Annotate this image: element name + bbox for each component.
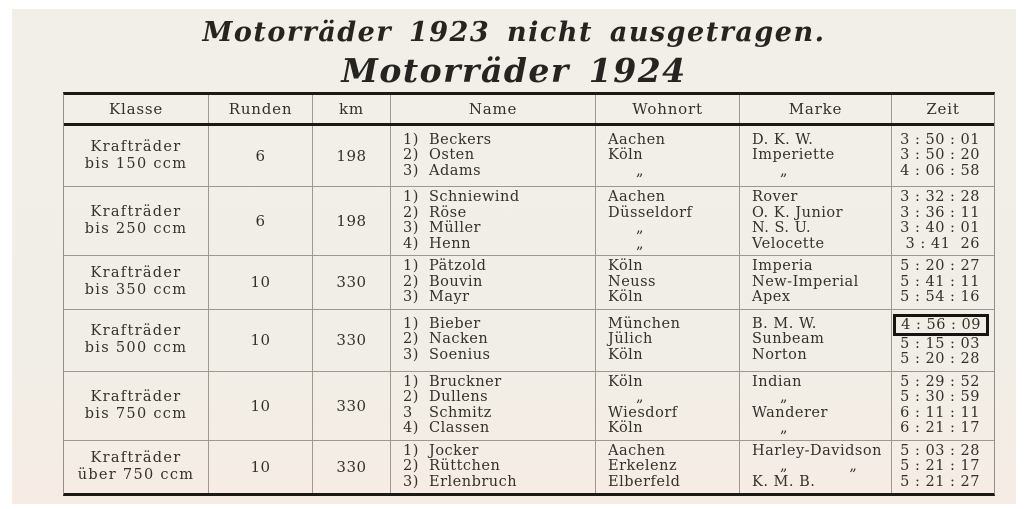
entry-marke: B. M. W. — [752, 315, 817, 332]
entry-marke: Imperiette — [752, 147, 835, 164]
entry-position: 4) — [403, 420, 419, 436]
cell-runden — [208, 126, 312, 186]
entry-position: 1) — [403, 315, 419, 332]
table-row — [64, 371, 994, 440]
entry-marke: D. K. W. — [752, 131, 814, 148]
entry-position: 1) — [403, 131, 419, 148]
cell-zeit — [891, 441, 994, 494]
cell-name — [390, 372, 595, 440]
header-cell-runden: Runden — [208, 95, 312, 123]
entry-marke: Imperia — [752, 258, 814, 274]
cell-runden — [208, 310, 312, 371]
klasse-line: bis 150 ccm — [84, 156, 188, 172]
entry-name-line — [391, 459, 595, 475]
page-title-line2: Motorräder 1924 — [341, 51, 687, 90]
runden-value: 10 — [250, 396, 271, 415]
cell-marke — [739, 187, 891, 255]
klasse-line: bis 350 ccm — [84, 282, 188, 299]
cell-runden — [208, 256, 312, 309]
entry-name: Bouvin — [429, 273, 483, 290]
entry-wohnort: „ — [636, 235, 645, 252]
entry-name-line — [391, 259, 595, 275]
header-cell-klasse: Klasse — [108, 100, 164, 118]
entry-zeit: 5 : 03 : 28 — [900, 442, 980, 459]
cell-wohnort — [595, 187, 739, 255]
entry-position: 4) — [403, 235, 419, 252]
cell-runden — [208, 187, 312, 255]
cell-zeit — [891, 126, 994, 186]
entry-zeit: 3 : 40 : 01 — [900, 220, 980, 236]
entry-zeit: 4 : 06 : 58 — [900, 162, 980, 179]
klasse-line: bis 250 ccm — [84, 221, 188, 237]
entry-marke: Sunbeam — [752, 331, 825, 348]
entry-wohnort: München — [608, 315, 681, 332]
klasse-line: Krafträder — [90, 449, 182, 466]
entry-name: Nacken — [429, 331, 489, 348]
cell-name — [390, 187, 595, 255]
cell-km — [312, 310, 390, 371]
entry-wohnort: Aachen — [608, 189, 666, 205]
entry-name: Erlenbruch — [429, 473, 518, 490]
header-cell-km: km — [312, 95, 390, 123]
km-value: 198 — [336, 147, 367, 165]
entry-marke: N. S. U. — [752, 220, 812, 236]
entry-position: 2) — [403, 273, 419, 290]
entry-name-line — [391, 348, 595, 364]
cell-marke — [739, 126, 891, 186]
entry-marke: Harley-Davidson — [752, 442, 882, 459]
cell-klasse — [64, 372, 208, 440]
entry-name: Bruckner — [429, 373, 502, 390]
entry-marke: „ — [780, 420, 789, 436]
table-header-row — [64, 95, 994, 126]
entry-zeit: 5 : 41 : 11 — [900, 273, 980, 290]
entry-name-line — [391, 332, 595, 348]
entry-position: 1) — [403, 373, 419, 390]
entry-position: 3) — [403, 289, 419, 305]
cell-marke — [739, 256, 891, 309]
entry-name-line — [391, 290, 595, 306]
entry-position: 2) — [403, 389, 419, 405]
entry-name-line — [391, 221, 595, 237]
entry-wohnort: Düsseldorf — [608, 204, 693, 221]
entry-wohnort: Köln — [608, 373, 644, 390]
entry-name: Bieber — [429, 315, 481, 332]
entry-name-line — [391, 206, 595, 222]
header-cell-marke: Marke — [739, 95, 891, 123]
entry-name: Henn — [429, 235, 471, 252]
entry-name: Soenius — [429, 346, 491, 363]
table-row — [64, 255, 994, 309]
entry-name: Schmitz — [429, 404, 492, 421]
runden-value: 6 — [255, 212, 266, 230]
cell-wohnort — [595, 256, 739, 309]
cell-name — [390, 256, 595, 309]
km-value: 198 — [336, 212, 367, 230]
entry-name-line — [391, 275, 595, 291]
cell-wohnort — [595, 126, 739, 186]
entry-name-line — [391, 237, 595, 253]
entry-zeit: 6 : 21 : 17 — [900, 420, 980, 436]
entry-marke: New-Imperial — [752, 273, 859, 290]
entry-name-line — [391, 133, 595, 149]
header-cell-name: Name — [390, 95, 595, 123]
cell-klasse — [64, 126, 208, 186]
entry-marke: Norton — [752, 346, 808, 363]
entry-wohnort: Elberfeld — [608, 473, 681, 490]
runden-value: 6 — [255, 147, 266, 165]
cell-zeit — [891, 187, 994, 255]
paper — [12, 9, 1016, 504]
entry-wohnort: Köln — [608, 289, 644, 305]
entry-name: Osten — [429, 147, 475, 164]
table-body — [64, 126, 994, 493]
entry-position: 3 — [403, 404, 413, 421]
entry-name-line — [391, 317, 595, 333]
entry-wohnort: „ — [636, 220, 645, 236]
km-value: 330 — [336, 273, 367, 292]
entry-zeit: 3 : 36 : 11 — [900, 204, 980, 221]
entry-zeit: 5 : 20 : 27 — [900, 258, 980, 274]
cell-wohnort — [595, 441, 739, 494]
cell-zeit — [891, 372, 994, 440]
km-value: 330 — [336, 396, 367, 415]
entry-position: 2) — [403, 458, 419, 474]
entry-zeit: 5 : 54 : 16 — [900, 289, 980, 305]
table-row — [64, 309, 994, 371]
entry-zeit: 3 : 50 : 20 — [900, 147, 980, 164]
entry-marke: O. K. Junior — [752, 204, 844, 221]
results-table — [63, 92, 995, 496]
klasse-line: bis 750 ccm — [84, 405, 188, 422]
klasse-line: Krafträder — [90, 204, 182, 220]
entry-wohnort: Wiesdorf — [608, 404, 678, 421]
entry-position: 2) — [403, 331, 419, 348]
entry-name-line — [391, 190, 595, 206]
entry-marke: Wanderer — [752, 404, 828, 421]
entry-wohnort: Köln — [608, 420, 644, 436]
entry-position: 3) — [403, 473, 419, 490]
header-cell-wohnort: Wohnort — [595, 95, 739, 123]
entry-wohnort: Aachen — [608, 131, 666, 148]
entry-wohnort: „ — [636, 389, 645, 405]
klasse-line: bis 500 ccm — [84, 340, 188, 356]
entry-wohnort: Köln — [608, 346, 644, 363]
entry-marke: Indian — [752, 373, 802, 390]
entry-zeit: 5 : 30 : 59 — [900, 389, 980, 405]
cell-km — [312, 441, 390, 494]
entry-wohnort: Neuss — [608, 273, 656, 290]
cell-runden — [208, 372, 312, 440]
entry-name: Müller — [429, 220, 481, 236]
table-row — [64, 440, 994, 494]
entry-name-line — [391, 164, 595, 180]
cell-name — [390, 441, 595, 494]
entry-name: Rüttchen — [429, 458, 501, 474]
table-row — [64, 126, 994, 186]
entry-marke: Apex — [752, 289, 791, 305]
entry-name: Adams — [429, 162, 482, 179]
entry-zeit: 5 : 15 : 03 — [900, 335, 980, 352]
entry-wohnort: Köln — [608, 258, 644, 274]
entry-position: 3) — [403, 220, 419, 236]
cell-klasse — [64, 256, 208, 309]
entry-name-line — [391, 421, 595, 437]
cell-km — [312, 126, 390, 186]
cell-name — [390, 310, 595, 371]
entry-name-line — [391, 444, 595, 460]
entry-name: Schniewind — [429, 189, 520, 205]
entry-wohnort: Aachen — [608, 442, 666, 459]
cell-zeit — [891, 310, 994, 371]
entry-marke: Rover — [752, 189, 798, 205]
cell-km — [312, 372, 390, 440]
entry-position: 1) — [403, 189, 419, 205]
cell-name — [390, 126, 595, 186]
entry-zeit: 3 : 32 : 28 — [900, 189, 980, 205]
km-value: 330 — [336, 331, 367, 349]
cell-wohnort — [595, 372, 739, 440]
entry-marke: K. M. B. — [752, 473, 816, 490]
entry-name: Röse — [429, 204, 467, 221]
entry-position: 3) — [403, 162, 419, 179]
cell-klasse — [64, 187, 208, 255]
entry-position: 3) — [403, 346, 419, 363]
entry-marke: „ „ — [780, 458, 858, 474]
cell-runden — [208, 441, 312, 494]
cell-klasse — [64, 441, 208, 494]
winner-highlight-box: 4 : 56 : 09 — [893, 314, 989, 336]
runden-value: 10 — [250, 457, 271, 476]
klasse-line: Krafträder — [90, 265, 182, 282]
entry-zeit: 6 : 11 : 11 — [900, 404, 980, 421]
klasse-line: Krafträder — [90, 388, 182, 405]
cell-klasse — [64, 310, 208, 371]
table-row — [64, 186, 994, 255]
entry-wohnort: „ — [636, 162, 645, 179]
entry-name-line — [391, 375, 595, 391]
entry-name: Classen — [429, 420, 490, 436]
entry-name-line — [391, 406, 595, 422]
cell-marke — [739, 441, 891, 494]
entry-marke: „ — [780, 389, 789, 405]
cell-km — [312, 256, 390, 309]
klasse-line: über 750 ccm — [77, 466, 195, 483]
entry-name: Jocker — [429, 442, 479, 459]
entry-zeit: 3 : 41 26 — [905, 235, 980, 252]
cell-km — [312, 187, 390, 255]
page-title-line1: Motorräder 1923 nicht ausgetragen. — [202, 17, 826, 48]
km-value: 330 — [336, 457, 367, 476]
entry-zeit: 3 : 50 : 01 — [900, 131, 980, 148]
runden-value: 10 — [250, 331, 271, 349]
entry-name: Mayr — [429, 289, 470, 305]
cell-marke — [739, 372, 891, 440]
entry-position: 2) — [403, 204, 419, 221]
entry-wohnort: Jülich — [608, 331, 653, 348]
entry-marke: „ — [780, 162, 789, 179]
cell-marke — [739, 310, 891, 371]
entry-position: 1) — [403, 258, 419, 274]
header-cell-zeit: Zeit — [891, 95, 994, 123]
entry-name-line — [391, 475, 595, 491]
entry-position: 1) — [403, 442, 419, 459]
entry-name-line — [391, 148, 595, 164]
klasse-line: Krafträder — [90, 139, 182, 155]
entry-zeit: 5 : 20 : 28 — [900, 351, 980, 367]
entry-zeit: 5 : 21 : 17 — [900, 458, 980, 474]
entry-name-line — [391, 390, 595, 406]
klasse-line: Krafträder — [90, 323, 182, 339]
entry-zeit-line — [892, 313, 994, 337]
entry-marke: Velocette — [752, 235, 825, 252]
entry-wohnort: Erkelenz — [608, 458, 678, 474]
entry-name: Pätzold — [429, 258, 487, 274]
cell-zeit — [891, 256, 994, 309]
entry-zeit: 5 : 21 : 27 — [900, 473, 980, 490]
entry-name: Beckers — [429, 131, 492, 148]
entry-zeit: 5 : 29 : 52 — [900, 373, 980, 390]
runden-value: 10 — [250, 273, 271, 292]
cell-wohnort — [595, 310, 739, 371]
entry-position: 2) — [403, 147, 419, 164]
entry-wohnort: Köln — [608, 147, 644, 164]
entry-name: Dullens — [429, 389, 489, 405]
